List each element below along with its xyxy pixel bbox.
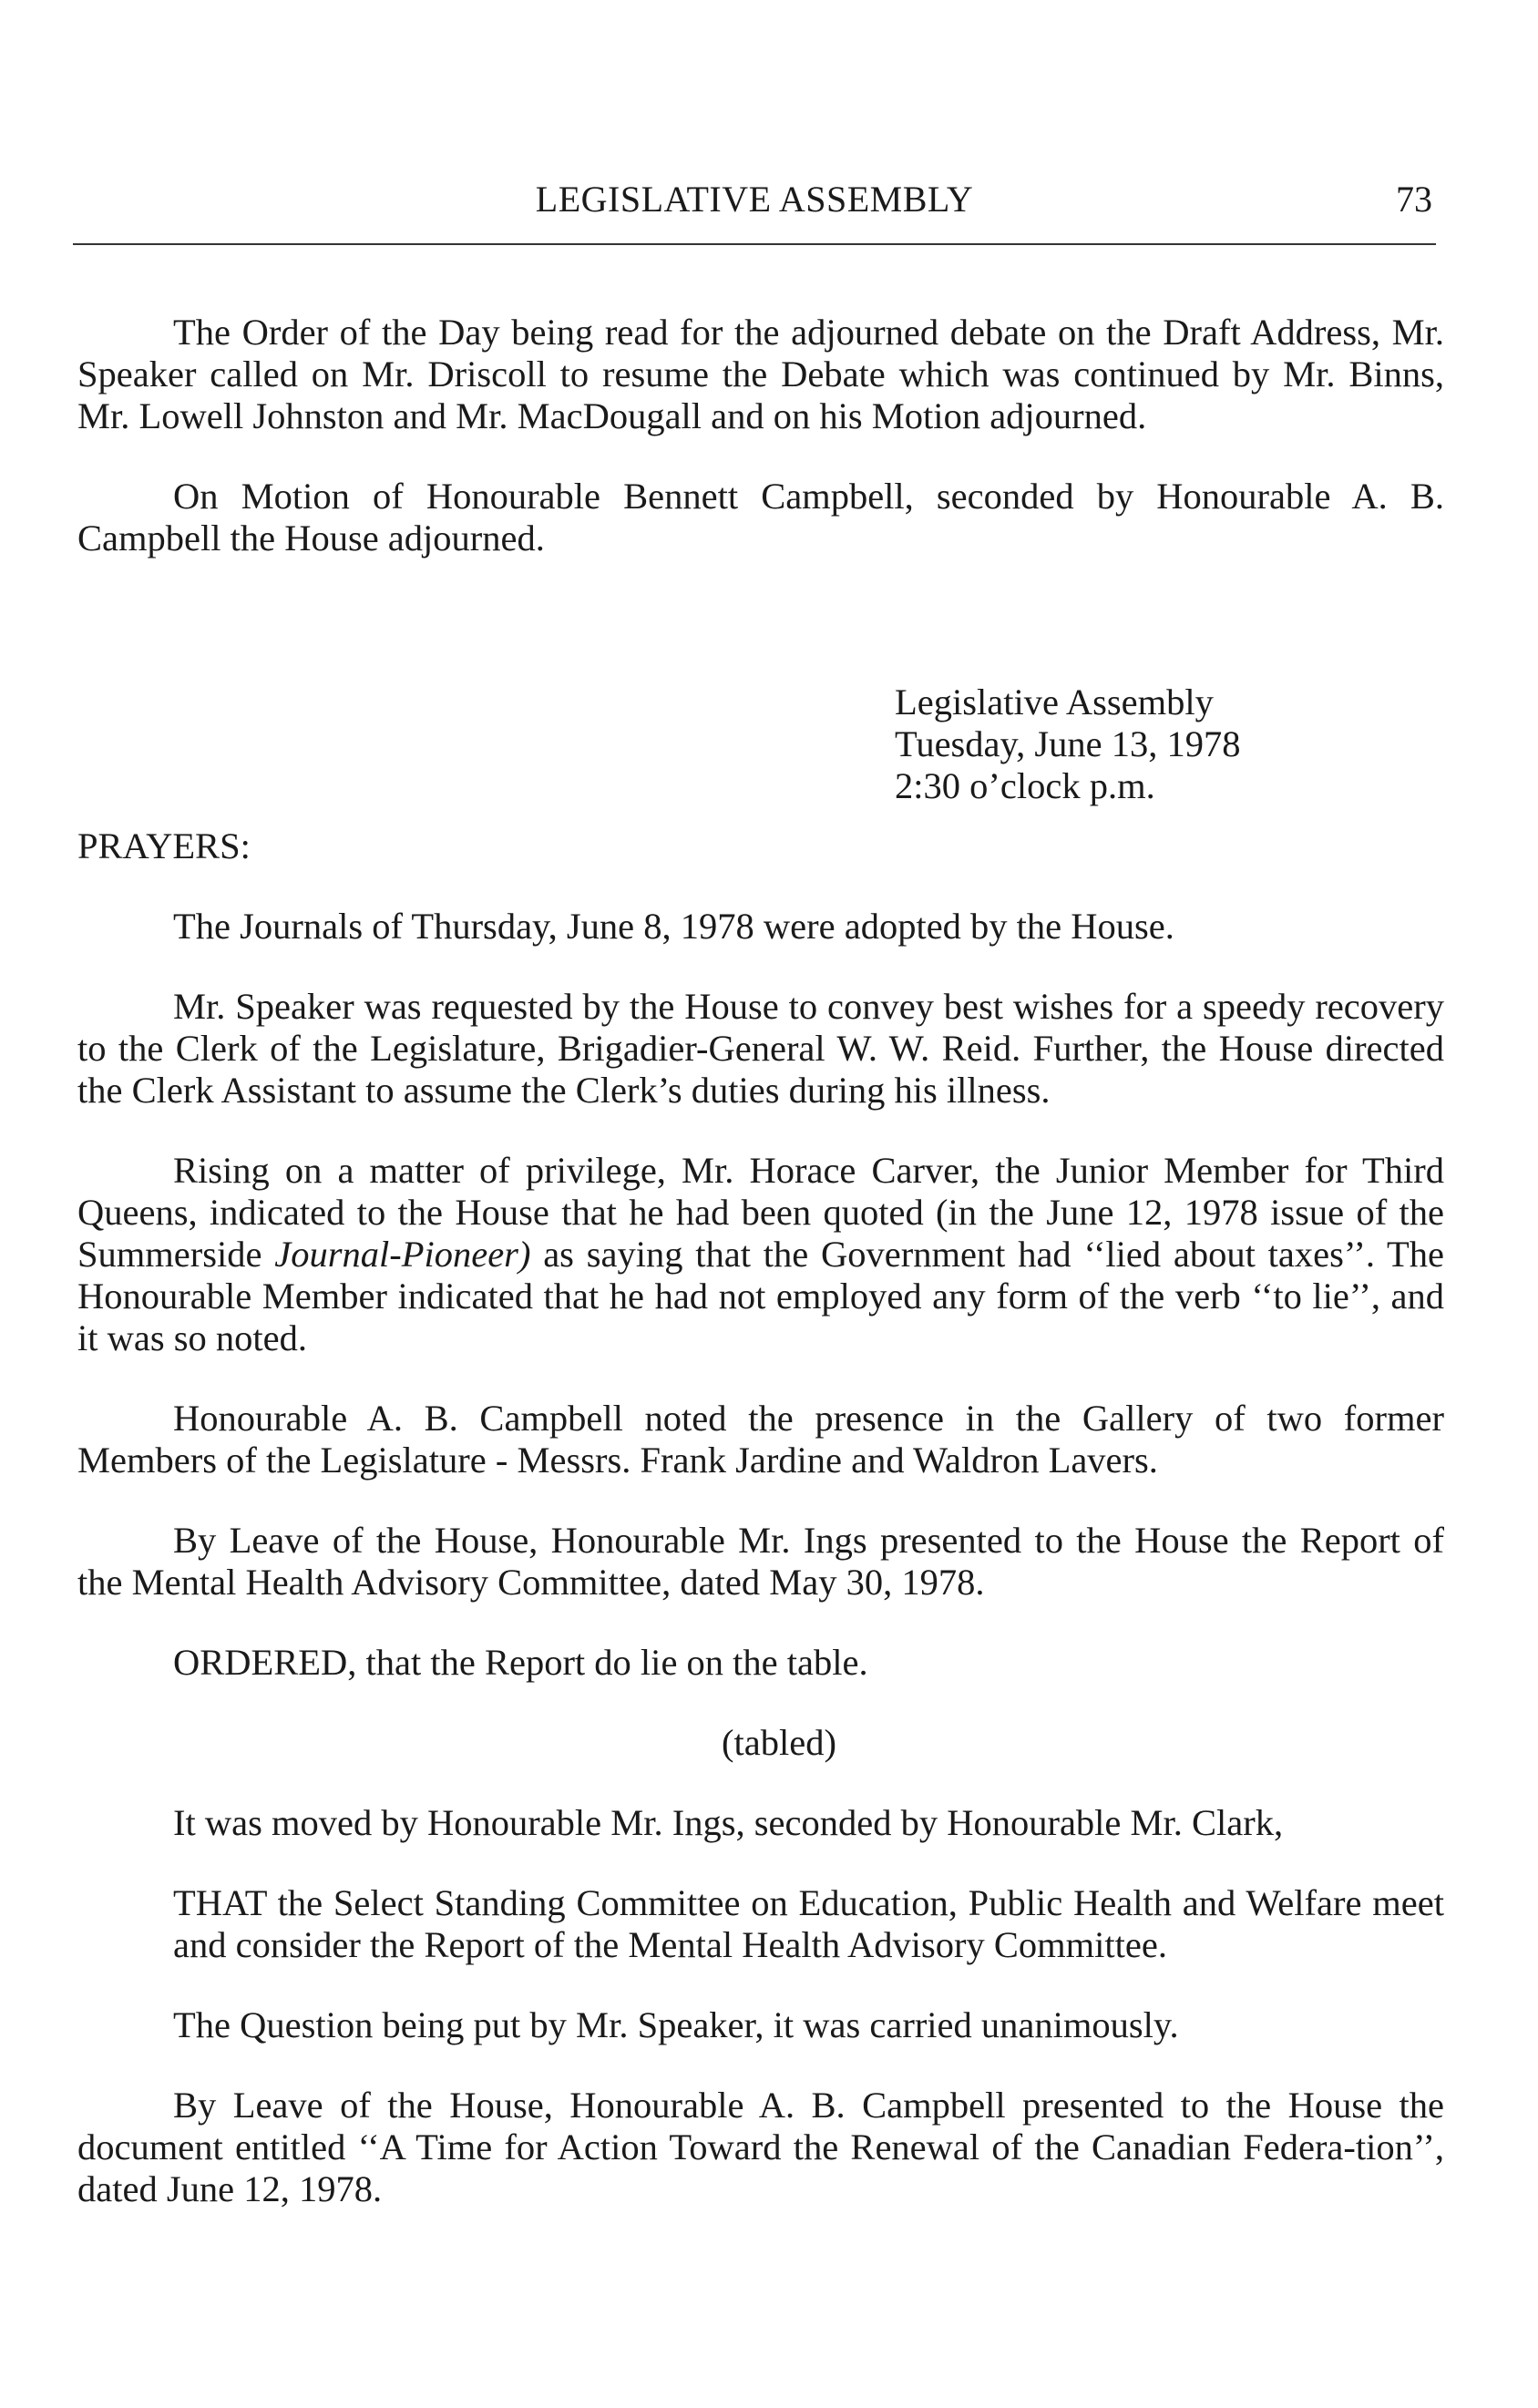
paragraph-question-carried: The Question being put by Mr. Speaker, it was carried unanimously. <box>173 2004 1179 2045</box>
paragraph-house-adjourned: On Motion of Honourable Bennett Campbell, seconded by Honourable A. B. Campbell the House adjourned. <box>77 476 1444 558</box>
newspaper-title: Journal-Pioneer) <box>274 1234 531 1275</box>
tabled-note: (tabled) <box>722 1722 836 1763</box>
sitting-body: Legislative Assembly <box>895 681 1214 722</box>
prayers-heading: PRAYERS: <box>77 825 251 866</box>
ordered-line: ORDERED, that the Report do lie on the table. <box>173 1642 868 1683</box>
privilege-text-a: Rising on a matter of privilege, Mr. Horace Carver, the Junior Member for Third Queens, indicated to the House that he had been quoted (in the June 12, 1978 issue of the Summerside <box>77 1150 1444 1275</box>
sitting-heading <box>895 681 1444 807</box>
paragraph-adjourned-debate: The Order of the Day being read for the adjourned debate on the Draft Address, Mr. Speaker called on Mr. Driscoll to resume the Debate which was continued by Mr. Binns, Mr. Lowell Johnston and Mr. MacDougall and on his Motion adjourned. <box>77 312 1444 436</box>
paragraph-privilege <box>77 1150 1444 1359</box>
paragraph-journals-adopted: The Journals of Thursday, June 8, 1978 were adopted by the House. <box>173 906 1174 947</box>
paragraph-report-presented: By Leave of the House, Honourable Mr. Ings presented to the House the Report of the Mental Health Advisory Committee, dated May 30, 1978. <box>77 1520 1444 1603</box>
paragraph-moved: It was moved by Honourable Mr. Ings, seconded by Honourable Mr. Clark, <box>173 1802 1284 1843</box>
journal-body <box>77 312 1444 2210</box>
paragraph-gallery: Honourable A. B. Campbell noted the presence in the Gallery of two former Members of the Legislature - Messrs. Frank Jardine and Waldron Lavers. <box>77 1398 1444 1481</box>
motion-text: THAT the Select Standing Committee on Education, Public Health and Welfare meet and consider the Report of the Mental Health Advisory Committee. <box>173 1882 1444 1965</box>
page-number: 73 <box>1396 179 1432 220</box>
page-header <box>73 178 1436 232</box>
header-rule <box>73 243 1436 245</box>
sitting-time: 2:30 o’clock p.m. <box>895 765 1155 806</box>
sitting-date: Tuesday, June 13, 1978 <box>895 723 1241 764</box>
running-title: LEGISLATIVE ASSEMBLY <box>535 179 974 220</box>
paragraph-document-presented: By Leave of the House, Honourable A. B. Campbell presented to the House the document entitled ‘‘A Time for Action Toward the Renewal of the Canadian Federa-tion’’, dated June 12, 1978. <box>77 2085 1444 2209</box>
privilege-text-b: as saying that the Government had ‘‘lied about taxes’’. The Honourable Member indicated that he had not employed any form of the verb ‘‘to lie’’, and it was so noted. <box>77 1234 1444 1358</box>
paragraph-speaker-wishes: Mr. Speaker was requested by the House to convey best wishes for a speedy recovery to the Clerk of the Legislature, Brigadier-General W. W. Reid. Further, the House directed the Clerk Assistant to assume the Clerk’s duties during his illness. <box>77 986 1444 1111</box>
